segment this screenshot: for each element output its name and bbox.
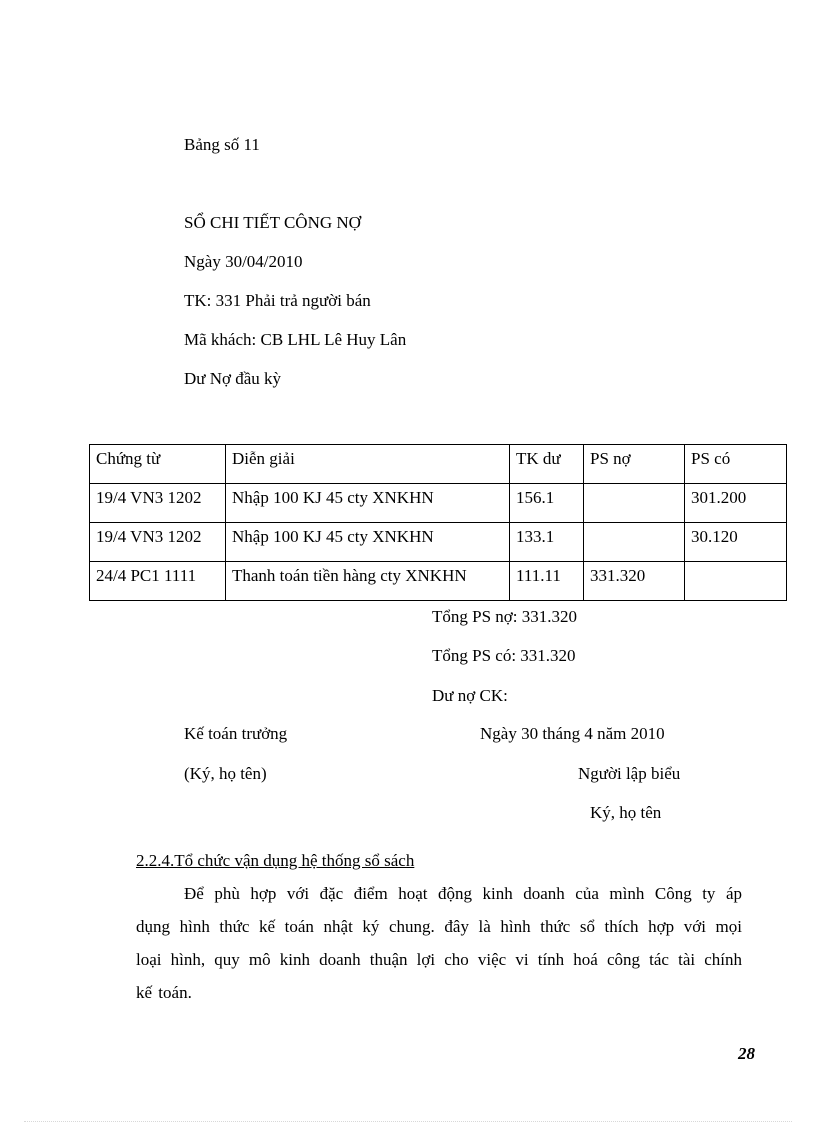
paragraph-line: Để phù hợp với đặc điểm hoạt động kinh doanh của mình Công ty áp [184, 884, 742, 903]
cell-voucher: 19/4 VN3 1202 [90, 484, 226, 523]
column-header-debit: PS nợ [584, 445, 685, 484]
cell-voucher: 19/4 VN3 1202 [90, 523, 226, 562]
total-credit: Tổng PS có: 331.320 [432, 646, 576, 665]
ledger-title: SỔ CHI TIẾT CÔNG NỢ [184, 213, 361, 232]
cell-account: 133.1 [510, 523, 584, 562]
cell-credit [685, 562, 787, 601]
table-row [90, 562, 787, 601]
cell-credit: 30.120 [685, 523, 787, 562]
chief-accountant-label: Kế toán trưởng [184, 724, 288, 743]
closing-balance: Dư nợ CK: [432, 686, 508, 705]
preparer-note: Ký, họ tên [590, 803, 662, 822]
cell-debit: 331.320 [584, 562, 685, 601]
total-debit: Tổng PS nợ: 331.320 [432, 607, 578, 626]
chief-accountant-note: (Ký, họ tên) [184, 764, 267, 783]
column-header-credit: PS có [685, 445, 787, 484]
cell-debit [584, 523, 685, 562]
table-row [90, 484, 787, 523]
opening-balance-line: Dư Nợ đầu kỳ [184, 369, 282, 388]
table-header-row [90, 445, 787, 484]
paragraph-line: kế toán. [136, 983, 192, 1002]
page-bottom-rule [24, 1121, 792, 1122]
column-header-description: Diễn giải [226, 445, 510, 484]
cell-account: 156.1 [510, 484, 584, 523]
column-header-voucher: Chứng từ [90, 445, 226, 484]
column-header-account: TK dư [510, 445, 584, 484]
cell-credit: 301.200 [685, 484, 787, 523]
preparer-label: Người lập biểu [578, 764, 681, 783]
ledger-table [89, 444, 787, 601]
customer-line: Mã khách: CB LHL Lê Huy Lân [184, 330, 407, 349]
signature-date: Ngày 30 tháng 4 năm 2010 [480, 724, 665, 743]
cell-description: Nhập 100 KJ 45 cty XNKHN [226, 484, 510, 523]
section-paragraph [136, 877, 742, 1009]
cell-voucher: 24/4 PC1 1111 [90, 562, 226, 601]
cell-description: Thanh toán tiền hàng cty XNKHN [226, 562, 510, 601]
cell-description: Nhập 100 KJ 45 cty XNKHN [226, 523, 510, 562]
page-number: 28 [738, 1044, 755, 1063]
ledger-date: Ngày 30/04/2010 [184, 252, 303, 271]
account-line: TK: 331 Phải trả người bán [184, 291, 371, 310]
table-row [90, 523, 787, 562]
paragraph-line: loại hình, quy mô kinh doanh thuận lợi cho việc vi tính hoá công tác tài chính [136, 950, 742, 969]
section-heading: 2.2.4.Tổ chức vận dụng hệ thống sổ sách [136, 851, 415, 870]
cell-debit [584, 484, 685, 523]
cell-account: 111.11 [510, 562, 584, 601]
paragraph-line: dụng hình thức kế toán nhật ký chung. đây là hình thức sổ thích hợp với mọi [136, 917, 742, 936]
table-label: Bảng số 11 [184, 135, 260, 154]
